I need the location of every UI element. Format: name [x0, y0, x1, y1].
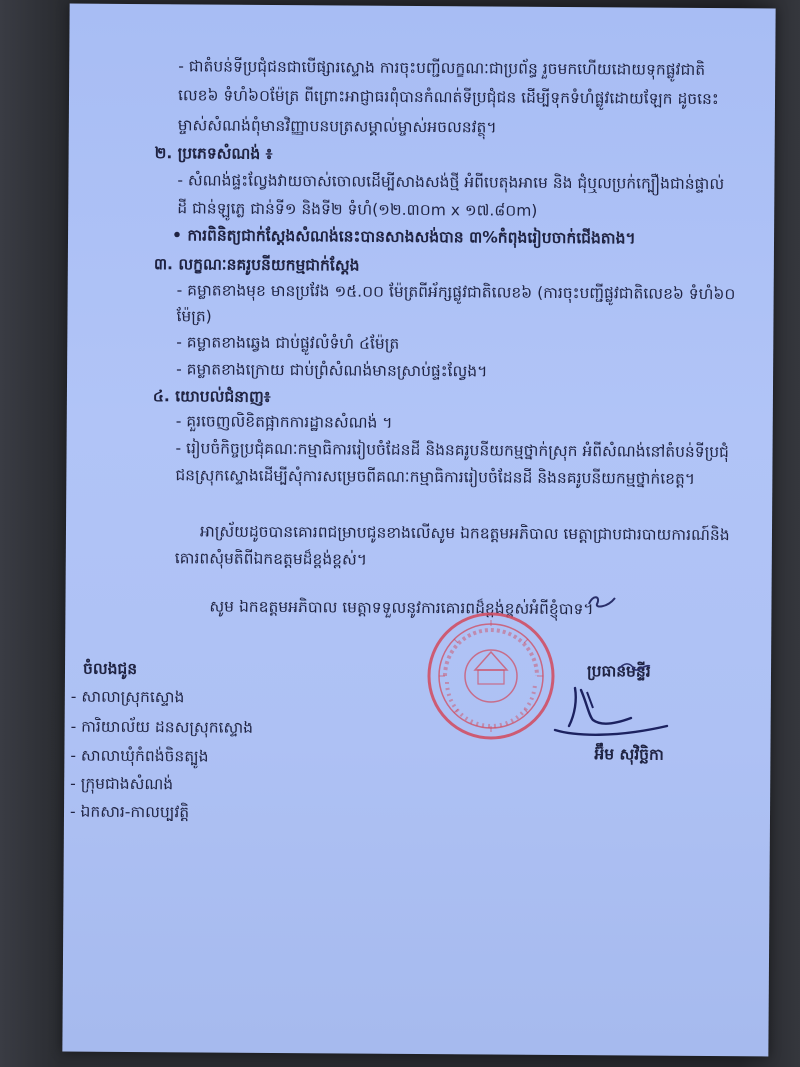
recipient-item: - ក្រុមជាងសំណង់: [70, 774, 174, 794]
handwritten-signature-icon: [535, 680, 675, 740]
body-line: ជនស្រុកស្ទោងដើម្បីសុំការសម្រេចពីគណៈកម្មាធិការរៀបចំដែនដី និងនគរូបនីយកម្មថ្នាក់ខេត្ត។: [175, 466, 696, 488]
body-line: ម៉ែត្រ): [176, 307, 212, 326]
signature-name: អ៊ឹម សុវិច្ឆិកា: [594, 745, 664, 764]
body-line: - សំណង់ផ្ទះល្វែងវាយចាស់ចោលដើម្បីសាងសង់ថ្មី អំពីបេតុងអាមេ និង ជុំឬលប្រក់ក្បឿងជាន់ផ្ទាល់: [177, 171, 725, 194]
recipient-item: - សាលាឃុំកំពង់ចិនត្បូង: [70, 746, 209, 766]
section-heading: ៤. យោបល់ជំនាញ៖: [152, 387, 271, 406]
recipient-item: - សាលាស្រុកស្ទោង: [70, 687, 185, 707]
body-line: ដី ជាន់ឡូភ្លេ ជាន់ទី១ និងទី២ ទំហំ(១២.៣០m x ១៧.៨០m): [177, 199, 538, 220]
recipients-title: ចំលងជូន: [82, 659, 138, 679]
closing-line: សូម ឯកឧត្តមអភិបាល មេត្តាទទួលនូវការគោរពដ៏ខ្ពង់ខ្ពស់អំពីខ្ញុំបាទ។: [209, 597, 594, 619]
initial-scribble-icon: [585, 592, 620, 612]
body-line: - គម្លាតខាងឆ្វេង ជាប់ផ្លូវលំទំហំ ៤ម៉ែត្រ: [176, 333, 400, 353]
section-heading: ៣. លក្ខណៈនគរូបនីយកម្មជាក់ស្តែង: [153, 255, 360, 275]
recipient-item: - ឯកសារ-កាលប្បវត្តិ: [69, 802, 190, 822]
body-line: ម្ចាស់សំណង់ពុំមានវិញ្ញាបនបត្រសម្គាល់ម្ចាស់អចលនវត្ថុ។: [177, 116, 497, 137]
section-heading: • ការពិនិត្យជាក់ស្តែងសំណង់នេះបានសាងសង់បាន ៣%កំពុងរៀបចាក់ជើងតាង។: [171, 226, 636, 248]
document-page: [62, 4, 775, 1057]
recipient-item: - ការិយាល័យ ដនសស្រុកស្ទោង: [70, 717, 254, 737]
document-body: [70, 4, 776, 569]
body-line: - ជាតំបន់ទីប្រជុំជនជាបើផ្សារស្ទោង ការចុះបញ្ជីលក្ខណៈជាប្រព័ន្ធ រួចមកហើយដោយទុកផ្លូវជាតិ: [178, 57, 706, 79]
small-scribble-icon: [616, 660, 652, 674]
body-line: លេខ៦ ទំហំ៦០ម៉ែត្រ ពីព្រោះអាជ្ញាធរពុំបានកំណត់ទីប្រជុំជន ដើម្បីទុកទំហំផ្លូវដោយឡែក ដូចនេះ: [177, 86, 719, 109]
section-heading: ២. ប្រភេទសំណង់ ៖: [154, 144, 273, 163]
body-line: - គម្លាតខាងក្រោយ ជាប់ព្រំសំណង់មានស្រាប់ផ្ទះល្វែង។: [176, 360, 488, 381]
body-line: អាស្រ័យដូចបានគោរពជម្រាបជូនខាងលើសូម ឯកឧត្តមអភិបាល មេត្តាជ្រាបជារបាយការណ៍និង: [199, 522, 730, 545]
body-line: - គម្លាតខាងមុខ មានប្រវែង ១៥.០០ ម៉ែត្រពីអ័ក្សផ្លូវជាតិលេខ៦ (ការចុះបញ្ជីផ្លូវជាតិលេខ៦ ទំហំ៦០: [176, 281, 736, 304]
body-line: គោរពសុំមតិពីឯកឧត្តមដ៏ខ្ពង់ខ្ពស់។: [174, 549, 368, 569]
body-line: - រៀបចំកិច្ចប្រជុំគណៈកម្មាធិការរៀបចំដែនដី និងនគរូបនីយកម្មថ្នាក់ស្រុក អំពីសំណង់នៅតំបន់ទីប្រជុំ: [175, 439, 730, 462]
body-line: - គួរចេញលិខិតផ្អាកការដ្ឋានសំណង់ ។: [175, 412, 393, 432]
signature-position: ប្រធានមន្ទីរ: [586, 662, 651, 681]
